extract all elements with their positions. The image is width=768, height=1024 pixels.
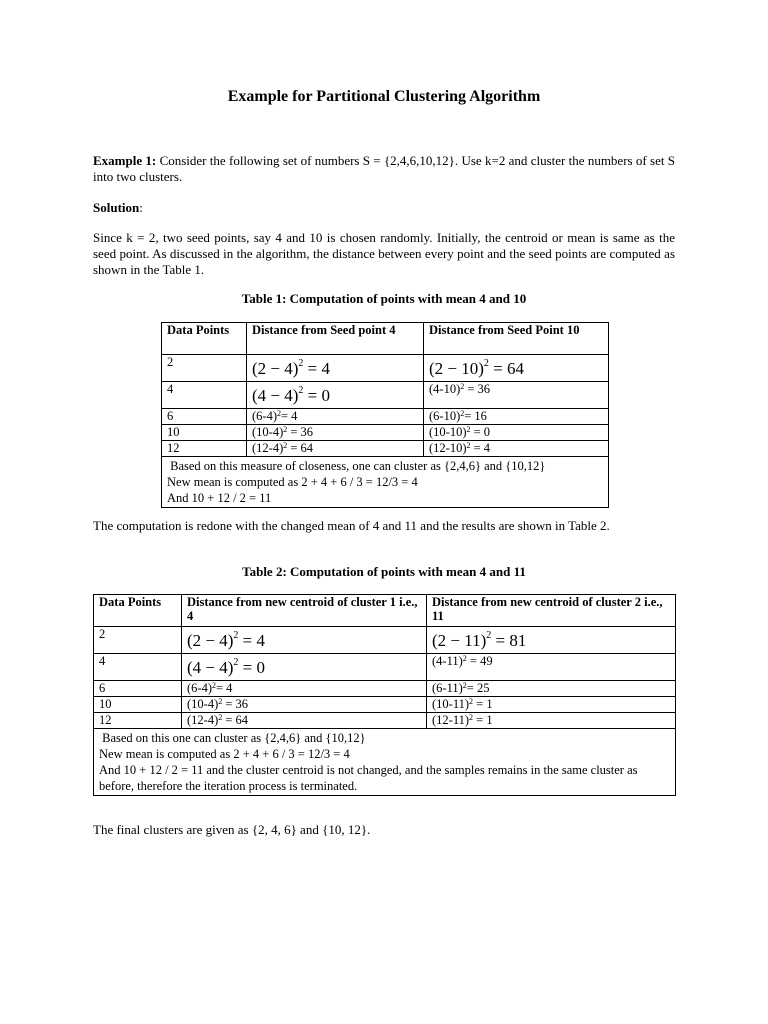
distance-cell: $(4 - 4)^2 = 0$ bbox=[182, 654, 427, 681]
example-1-text: Consider the following set of numbers S = {2,4,6,10,12}. Use k=2 and cluster the numbers of set S into two clusters. bbox=[93, 153, 675, 184]
footer-line: New mean is computed as 2 + 4 + 6 / 3 = 12/3 = 4 bbox=[99, 747, 350, 761]
data-point-cell: 6 bbox=[162, 409, 247, 425]
table-2-caption: Table 2: Computation of points with mean 4 and 11 bbox=[242, 564, 526, 579]
data-point-cell: 10 bbox=[162, 425, 247, 441]
distance-cell: $(12-10)^2 = 4$ bbox=[424, 441, 609, 457]
footer-line: And 10 + 12 / 2 = 11 bbox=[167, 491, 272, 505]
table-row bbox=[162, 425, 609, 441]
table-2-header-cell: Distance from new centroid of cluster 2 i.e., 11 bbox=[427, 595, 676, 627]
footer-line: And 10 + 12 / 2 = 11 and the cluster centroid is not changed, and the samples remains in the same cluster as before, therefore the iteration process is terminated. bbox=[99, 763, 638, 793]
table-2-footer-cell bbox=[94, 729, 676, 796]
document-title: Example for Partitional Clustering Algorithm bbox=[227, 88, 541, 105]
data-point-cell: 2 bbox=[162, 355, 247, 382]
table-1-header-cell: Data Points bbox=[162, 323, 247, 355]
data-point-cell: 6 bbox=[94, 681, 182, 697]
table-row bbox=[94, 654, 676, 681]
final-clusters-paragraph: The final clusters are given as {2, 4, 6} and {10, 12}. bbox=[93, 822, 371, 837]
table-row bbox=[162, 441, 609, 457]
distance-cell: $(10-4)^2 = 36$ bbox=[247, 425, 424, 441]
table-2-header-row bbox=[94, 595, 676, 627]
data-point-cell: 12 bbox=[94, 713, 182, 729]
distance-cell: $(10-10)^2 = 0$ bbox=[424, 425, 609, 441]
example-1-label: Example 1: bbox=[93, 153, 157, 168]
footer-line: Based on this one can cluster as {2,4,6} and {10,12} bbox=[99, 731, 366, 745]
distance-cell: $(12-4)^2 = 64$ bbox=[182, 713, 427, 729]
data-point-cell: 12 bbox=[162, 441, 247, 457]
table-row bbox=[94, 681, 676, 697]
table-row bbox=[94, 627, 676, 654]
table-2-header-cell: Distance from new centroid of cluster 1 i.e., 4 bbox=[182, 595, 427, 627]
footer-line: New mean is computed as 2 + 4 + 6 / 3 = 12/3 = 4 bbox=[167, 475, 418, 489]
solution-label: Solution bbox=[93, 200, 140, 215]
distance-cell: $(6-10)^2= 16$ bbox=[424, 409, 609, 425]
table-1-footer-row bbox=[162, 457, 609, 508]
table-2-footer-row bbox=[94, 729, 676, 796]
recompute-paragraph: The computation is redone with the changed mean of 4 and 11 and the results are shown in Table 2. bbox=[93, 518, 610, 533]
footer-line: Based on this measure of closeness, one can cluster as {2,4,6} and {10,12} bbox=[167, 459, 546, 473]
data-point-cell: 4 bbox=[162, 382, 247, 409]
distance-cell: $(2 - 4)^2 = 4$ bbox=[247, 355, 424, 382]
distance-cell: $(4-10)^2 = 36$ bbox=[424, 382, 609, 409]
distance-cell: $(12-4)^2 = 64$ bbox=[247, 441, 424, 457]
distance-cell: $(2 - 4)^2 = 4$ bbox=[182, 627, 427, 654]
table-1-header-cell: Distance from Seed point 4 bbox=[247, 323, 424, 355]
table-2 bbox=[93, 594, 676, 796]
table-row bbox=[94, 697, 676, 713]
distance-cell: $(10-11)^2 = 1$ bbox=[427, 697, 676, 713]
intro-paragraph: Since k = 2, two seed points, say 4 and 10 is chosen randomly. Initially, the centroid or mean is same as the seed point. As discussed in the algorithm, the distance between every point and the seed points are computed as shown in the Table 1. bbox=[93, 230, 675, 277]
table-1 bbox=[161, 322, 609, 508]
table-1-header-cell: Distance from Seed Point 10 bbox=[424, 323, 609, 355]
table-row bbox=[162, 382, 609, 409]
table-1-caption: Table 1: Computation of points with mean 4 and 10 bbox=[241, 291, 527, 306]
distance-cell: $(4 - 4)^2 = 0$ bbox=[247, 382, 424, 409]
data-point-cell: 10 bbox=[94, 697, 182, 713]
table-row bbox=[162, 409, 609, 425]
data-point-cell: 2 bbox=[94, 627, 182, 654]
table-2-header-cell: Data Points bbox=[94, 595, 182, 627]
distance-cell: $(2 - 10)^2 = 64$ bbox=[424, 355, 609, 382]
distance-cell: $(10-4)^2 = 36$ bbox=[182, 697, 427, 713]
distance-cell: $(4-11)^2 = 49$ bbox=[427, 654, 676, 681]
distance-cell: $(6-11)^2= 25$ bbox=[427, 681, 676, 697]
table-1-header-row bbox=[162, 323, 609, 355]
distance-cell: $(2 - 11)^2 = 81$ bbox=[427, 627, 676, 654]
distance-cell: $(6-4)^2= 4$ bbox=[182, 681, 427, 697]
distance-cell: $(12-11)^2 = 1$ bbox=[427, 713, 676, 729]
distance-cell: $(6-4)^2= 4$ bbox=[247, 409, 424, 425]
table-row bbox=[94, 713, 676, 729]
table-1-footer-cell bbox=[162, 457, 609, 508]
data-point-cell: 4 bbox=[94, 654, 182, 681]
example-1-paragraph bbox=[93, 153, 675, 185]
solution-heading: Solution: bbox=[93, 200, 143, 215]
table-row bbox=[162, 355, 609, 382]
